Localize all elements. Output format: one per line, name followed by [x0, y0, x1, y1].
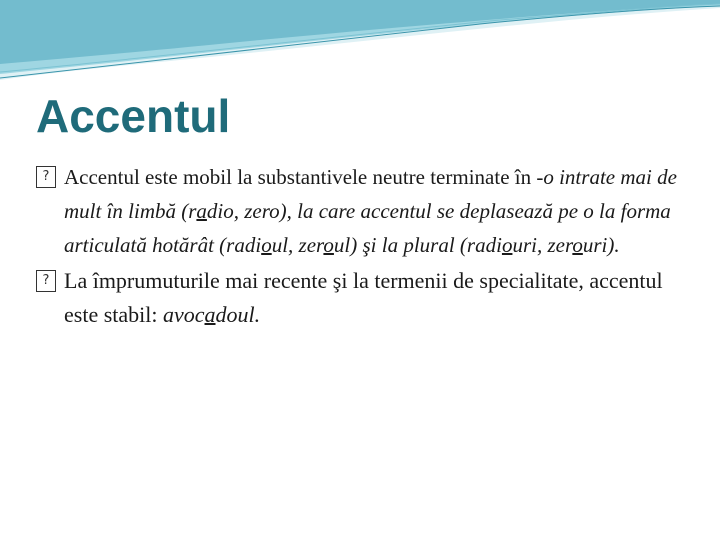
header-decoration — [0, 0, 720, 90]
stressed-letter: a — [204, 302, 216, 327]
text-run-italic: doul. — [215, 302, 261, 327]
stressed-letter: o — [323, 233, 334, 257]
stressed-letter: a — [196, 199, 207, 223]
slide-body — [36, 160, 696, 332]
bullet-box-icon: ? — [36, 270, 56, 292]
text-run-italic: ul, zer — [271, 233, 324, 257]
text-run-italic: -o intrate mai de mult în limbă (r — [64, 165, 677, 223]
bullet-paragraph-1 — [36, 160, 696, 262]
text-run-italic: uri, zer — [512, 233, 573, 257]
stressed-letter: o — [261, 233, 272, 257]
text-run: La împrumuturile mai recente şi la termenii de specialitate, accentul este stabil: — [64, 268, 663, 327]
text-run-italic: uri). — [582, 233, 620, 257]
text-run-italic: ul) şi la plural (radi — [333, 233, 502, 257]
stressed-letter: o — [572, 233, 583, 257]
text-run-italic: dio, zero), la care accentul se deplasează pe o la forma articulată hotărât (radi — [64, 199, 671, 257]
text-run: Accentul este mobil la substantivele neutre terminate în — [64, 165, 537, 189]
bullet-box-icon: ? — [36, 166, 56, 188]
bullet-paragraph-2 — [36, 264, 696, 332]
stressed-letter: o — [501, 233, 513, 257]
slide-title: Accentul — [36, 90, 231, 142]
text-run-italic: avoc — [162, 302, 205, 327]
